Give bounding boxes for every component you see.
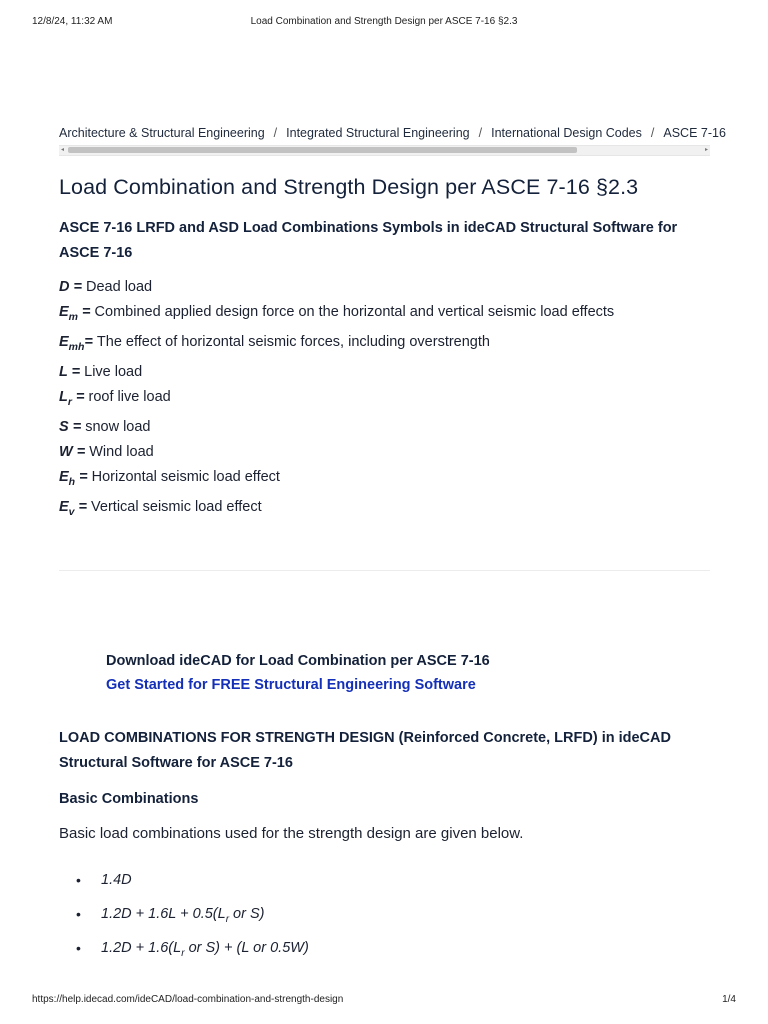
symbol-subscript: m — [68, 310, 79, 323]
symbol-description: Wind load — [89, 443, 154, 460]
symbol-description: The effect of horizontal seismic forces, including overstrength — [96, 333, 490, 350]
symbol-equals: = — [74, 498, 92, 515]
breadcrumb-scrollbar[interactable] — [59, 145, 710, 156]
symbol-subscript: mh — [68, 340, 85, 353]
print-timestamp: 12/8/24, 11:32 AM — [32, 16, 113, 27]
symbol-equals: = — [75, 468, 92, 485]
basic-combinations-heading: Basic Combinations — [59, 791, 199, 808]
symbol-term — [59, 419, 85, 435]
symbol-term — [59, 364, 84, 380]
symbol-equals: = — [72, 443, 90, 460]
symbol-row — [59, 385, 710, 415]
symbol-row — [59, 495, 710, 525]
symbol-description: Dead load — [86, 279, 153, 295]
breadcrumb-item[interactable]: ASCE 7-16 — [663, 126, 726, 140]
breadcrumb-item[interactable]: Integrated Structural Engineering — [286, 126, 470, 140]
symbol-row — [59, 330, 710, 360]
print-url: https://help.idecad.com/ideCAD/load-combination-and-strength-design — [32, 994, 344, 1005]
symbol-row — [59, 300, 710, 330]
symbol-base: D — [59, 279, 70, 295]
symbol-description: roof live load — [88, 388, 171, 405]
print-page-number: 1/4 — [722, 994, 736, 1005]
symbols-heading: ASCE 7-16 LRFD and ASD Load Combinations Symbols in ideCAD Structural Software for ASCE 7-16 — [59, 220, 678, 261]
strength-design-heading: LOAD COMBINATIONS FOR STRENGTH DESIGN (Reinforced Concrete, LRFD) in ideCAD Structural Software for ASCE 7-16 — [59, 730, 671, 772]
combination-text-tail: or S) + (L or 0.5W) — [184, 940, 309, 957]
bullet-icon: • — [76, 940, 81, 957]
scroll-left-arrow-icon[interactable]: ◂ — [61, 147, 65, 153]
breadcrumb — [59, 124, 726, 142]
symbol-row — [59, 415, 710, 440]
symbol-description: Horizontal seismic load effect — [91, 468, 280, 485]
symbol-subscript: h — [68, 475, 76, 488]
breadcrumb-separator: / — [273, 126, 278, 140]
symbol-equals: = — [69, 279, 87, 295]
combination-text: 1.2D + 1.6L + 0.5(L — [101, 906, 226, 923]
symbol-equals: = — [78, 304, 95, 320]
symbol-row — [59, 465, 710, 495]
symbol-description: Vertical seismic load effect — [91, 498, 262, 515]
print-footer — [32, 994, 736, 1008]
symbol-base: S — [59, 418, 69, 435]
breadcrumb-separator: / — [478, 126, 483, 140]
symbol-term — [59, 279, 86, 295]
symbol-base: E — [59, 304, 69, 320]
symbol-row — [59, 360, 710, 385]
combination-item — [59, 868, 710, 902]
print-page-title: Load Combination and Strength Design per ASCE 7-16 §2.3 — [250, 16, 518, 27]
symbol-subscript: r — [67, 395, 72, 408]
symbol-row — [59, 275, 710, 300]
symbol-term — [59, 468, 92, 488]
download-callout — [59, 649, 710, 697]
breadcrumb-item[interactable]: Architecture & Structural Engineering — [59, 126, 265, 140]
symbol-equals: = — [84, 333, 97, 350]
download-title: Download ideCAD for Load Combination per ASCE 7-16 — [106, 653, 490, 670]
combination-list — [59, 868, 710, 970]
symbol-term — [59, 444, 89, 460]
symbol-base: E — [59, 498, 69, 515]
symbol-equals: = — [71, 388, 89, 405]
symbol-description: Combined applied design force on the horizontal and vertical seismic load effects — [94, 304, 615, 320]
symbol-subscript: v — [68, 505, 75, 518]
combination-text-tail: or S) — [229, 906, 265, 923]
symbol-base: L — [59, 363, 68, 380]
symbol-term — [59, 388, 89, 408]
symbol-term — [59, 304, 95, 323]
combination-text: 1.4D — [101, 872, 132, 889]
symbol-base: E — [59, 468, 69, 485]
bullet-icon: • — [76, 872, 81, 889]
symbol-description: Live load — [84, 363, 143, 380]
combination-text: 1.2D + 1.6(L — [101, 940, 182, 957]
combination-subscript: r — [181, 948, 185, 960]
breadcrumb-item[interactable]: International Design Codes — [491, 126, 642, 140]
symbol-list — [59, 275, 710, 524]
symbol-equals: = — [67, 363, 85, 380]
print-header — [32, 16, 736, 30]
scroll-right-arrow-icon[interactable]: ▸ — [704, 147, 708, 153]
basic-combinations-intro: Basic load combinations used for the strength design are given below. — [59, 825, 524, 843]
article-content — [59, 124, 726, 970]
symbol-base: L — [59, 388, 68, 405]
get-started-link[interactable]: Get Started for FREE Structural Engineering Software — [106, 677, 476, 694]
symbol-row — [59, 440, 710, 465]
bullet-icon: • — [76, 906, 81, 923]
symbol-base: W — [59, 443, 73, 460]
symbol-base: E — [59, 333, 69, 350]
symbol-description: snow load — [85, 418, 151, 435]
symbol-term — [59, 498, 92, 518]
combination-subscript: r — [225, 914, 230, 926]
scrollbar-thumb[interactable] — [68, 147, 577, 153]
symbol-term — [59, 333, 97, 353]
divider — [59, 570, 710, 571]
symbol-equals: = — [68, 418, 86, 435]
combination-item — [59, 902, 710, 936]
breadcrumb-separator: / — [650, 126, 655, 140]
combination-item — [59, 936, 710, 970]
page-title: Load Combination and Strength Design per ASCE 7-16 §2.3 — [59, 175, 639, 199]
